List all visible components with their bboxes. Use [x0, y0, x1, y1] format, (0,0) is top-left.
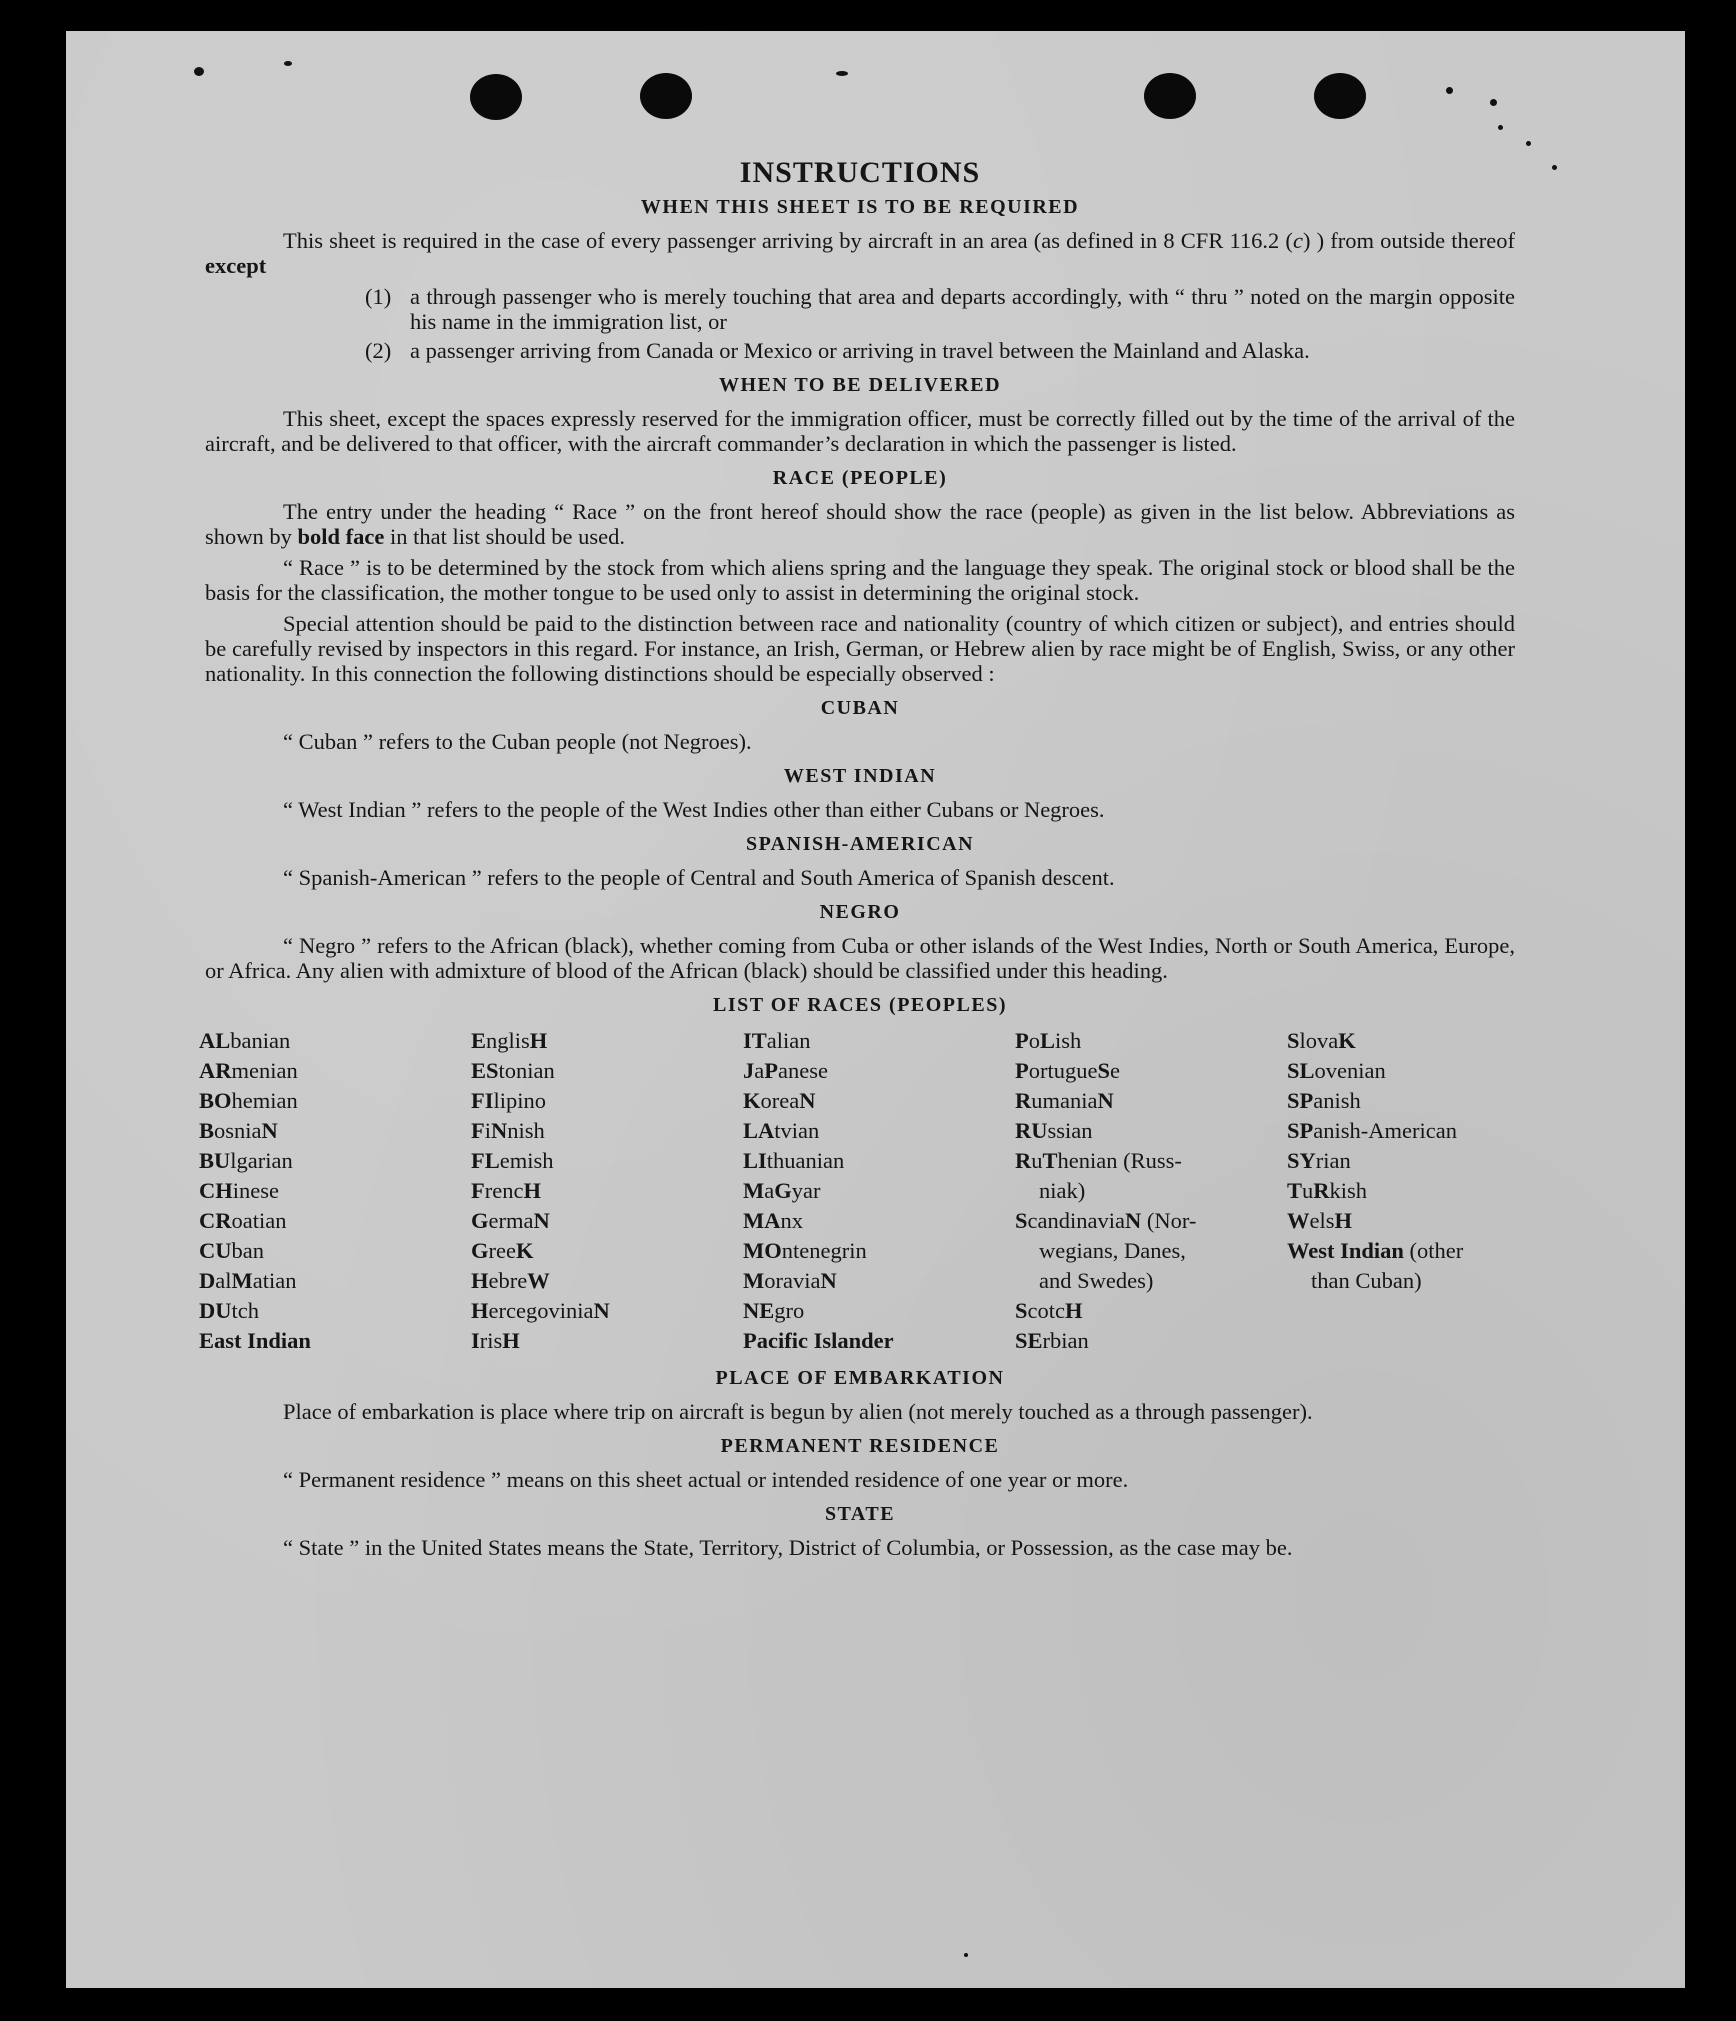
- spanish-american-text: “ Spanish-American ” refers to the people of Central and South America of Spanish descent.: [283, 865, 1115, 890]
- race-entry: ALbanian: [199, 1028, 291, 1053]
- race-column: [471, 1026, 743, 1356]
- race-entry: DUtch: [199, 1298, 259, 1323]
- punch-hole: [1144, 73, 1196, 119]
- race-entry: CRoatian: [199, 1208, 287, 1233]
- race-entry: MAnx: [743, 1208, 803, 1233]
- required-intro: This sheet is required in the case of every passenger arriving by aircraft in an area (as defined in 8 CFR 116.2 (c) ) from outside thereof except: [205, 228, 1515, 278]
- race-paragraph-2: “ Race ” is to be determined by the stock from which aliens spring and the language they speak. The original stock or blood shall be the basis for the classification, the mother tongue to be used only to assist in determining the original stock.: [205, 555, 1515, 605]
- race-entry: SPanish-American: [1287, 1118, 1457, 1143]
- race-entry: BosniaN: [199, 1118, 278, 1143]
- heading-cuban: CUBAN: [820, 697, 900, 719]
- race-entry: HebreW: [471, 1268, 550, 1293]
- state-text: “ State ” in the United States means the State, Territory, District of Columbia, or Possession, as the case may be.: [283, 1535, 1293, 1560]
- race-entry: FIlipino: [471, 1088, 547, 1113]
- race-entry: KoreaN: [743, 1088, 816, 1113]
- race-entry: ARmenian: [199, 1058, 298, 1083]
- race-entry: GreeK: [471, 1238, 534, 1263]
- exception-item-1: (1) a through passenger who is merely touching that area and departs accordingly, with “ thru ” noted on the margin opposite his name in the immigration list, or: [365, 284, 1515, 334]
- ink-speck: [1526, 141, 1531, 146]
- race-column: [743, 1026, 1015, 1356]
- race-list: [199, 1026, 1515, 1356]
- heading-when-delivered: WHEN TO BE DELIVERED: [718, 374, 1002, 396]
- ink-speck: [1490, 99, 1497, 106]
- race-entry: SErbian: [1015, 1328, 1089, 1353]
- race-entry: SLovenian: [1287, 1058, 1386, 1083]
- race-entry: WelsH: [1287, 1208, 1353, 1233]
- race-entry: wegians, Danes,: [1039, 1238, 1186, 1263]
- delivered-text: This sheet, except the spaces expressly reserved for the immigration officer, must be correctly filled out by the time of the arrival of the aircraft, and be delivered to that officer, with the aircraft commander’s declaration in which the passenger is listed.: [205, 406, 1515, 456]
- race-entry: RumaniaN: [1015, 1088, 1114, 1113]
- race-entry: SlovaK: [1287, 1028, 1356, 1053]
- race-entry: RUssian: [1015, 1118, 1093, 1143]
- ink-speck: [284, 61, 292, 66]
- race-entry: MOntenegrin: [743, 1238, 867, 1263]
- heading-negro: NEGRO: [819, 901, 901, 923]
- race-column: [199, 1026, 471, 1356]
- heading-permanent-residence: PERMANENT RESIDENCE: [720, 1435, 1000, 1457]
- race-entry: East Indian: [199, 1328, 311, 1353]
- embarkation-text: Place of embarkation is place where trip on aircraft is begun by alien (not merely touched as a through passenger).: [283, 1399, 1313, 1424]
- race-entry: and Swedes): [1039, 1268, 1154, 1293]
- race-entry: PoLish: [1015, 1028, 1082, 1053]
- race-column: [1287, 1026, 1559, 1356]
- race-entry: BOhemian: [199, 1088, 298, 1113]
- exception-item-2: (2) a passenger arriving from Canada or Mexico or arriving in travel between the Mainland and Alaska.: [365, 338, 1310, 363]
- race-entry: BUlgarian: [199, 1148, 293, 1173]
- race-entry: FiNnish: [471, 1118, 545, 1143]
- ink-speck: [1446, 87, 1453, 94]
- cuban-text: “ Cuban ” refers to the Cuban people (not Negroes).: [283, 729, 752, 754]
- race-column: [1015, 1026, 1287, 1356]
- west-indian-text: “ West Indian ” refers to the people of the West Indies other than either Cubans or Negroes.: [283, 797, 1105, 822]
- heading-state: STATE: [824, 1503, 896, 1525]
- ink-speck: [194, 67, 204, 76]
- race-entry: FrencH: [471, 1178, 541, 1203]
- race-entry: ScotcH: [1015, 1298, 1083, 1323]
- heading-spanish-american: SPANISH-AMERICAN: [745, 833, 975, 855]
- punch-hole: [470, 74, 522, 120]
- residence-text: “ Permanent residence ” means on this sheet actual or intended residence of one year or more.: [283, 1467, 1129, 1492]
- race-entry: NEgro: [743, 1298, 805, 1323]
- punch-hole: [1314, 73, 1366, 119]
- race-entry: MoraviaN: [743, 1268, 837, 1293]
- race-entry: ScandinaviaN (Nor-: [1015, 1208, 1197, 1233]
- ink-speck: [1498, 125, 1503, 130]
- race-entry: EStonian: [471, 1058, 555, 1083]
- race-entry: niak): [1039, 1178, 1086, 1203]
- race-entry: ITalian: [743, 1028, 811, 1053]
- heading-when-required: WHEN THIS SHEET IS TO BE REQUIRED: [640, 196, 1080, 218]
- race-paragraph-3: Special attention should be paid to the distinction between race and nationality (country of which citizen or subject), and entries should be carefully revised by inspectors in this regard. For instance, an Irish, German, or Hebrew alien by race might be of English, Swiss, or any other nationality. In this connection the following distinctions should be especially observed :: [205, 611, 1515, 686]
- race-paragraph-1: The entry under the heading “ Race ” on the front hereof should show the race (people) as given in the list below. Abbreviations as shown by bold face in that list should be used.: [205, 499, 1515, 549]
- page-title: INSTRUCTIONS: [739, 156, 981, 189]
- ink-speck: [964, 1953, 968, 1957]
- race-entry: CUban: [199, 1238, 264, 1263]
- heading-race: RACE (PEOPLE): [772, 467, 948, 489]
- race-entry: FLemish: [471, 1148, 554, 1173]
- heading-list-of-races: LIST OF RACES (PEOPLES): [712, 994, 1007, 1016]
- ink-speck: [836, 71, 848, 76]
- race-entry: MaGyar: [743, 1178, 821, 1203]
- race-entry: TuRkish: [1287, 1178, 1368, 1203]
- race-entry: EnglisH: [471, 1028, 548, 1053]
- ink-speck: [1552, 165, 1557, 170]
- race-entry: RuThenian (Russ-: [1015, 1148, 1182, 1173]
- race-entry: GermaN: [471, 1208, 550, 1233]
- race-entry: JaPanese: [743, 1058, 828, 1083]
- race-entry: DalMatian: [199, 1268, 297, 1293]
- race-entry: IrisH: [471, 1328, 520, 1353]
- race-entry: LAtvian: [743, 1118, 820, 1143]
- race-entry: HercegoviniaN: [471, 1298, 610, 1323]
- race-entry: SYrian: [1287, 1148, 1351, 1173]
- race-entry: LIthuanian: [743, 1148, 845, 1173]
- punch-hole: [640, 73, 692, 119]
- instructions-content: [199, 156, 1515, 1566]
- race-entry: West Indian (other: [1287, 1238, 1464, 1263]
- negro-text: “ Negro ” refers to the African (black), whether coming from Cuba or other islands of the West Indies, North or South America, Europe, or Africa. Any alien with admixture of blood of the African (black) should be classified under this heading.: [205, 933, 1515, 983]
- race-entry: SPanish: [1287, 1088, 1361, 1113]
- race-entry: Pacific Islander: [743, 1328, 894, 1353]
- race-entry: than Cuban): [1311, 1268, 1422, 1293]
- heading-embarkation: PLACE OF EMBARKATION: [715, 1367, 1005, 1389]
- race-entry: PortugueSe: [1015, 1058, 1120, 1083]
- heading-west-indian: WEST INDIAN: [783, 765, 937, 787]
- race-entry: CHinese: [199, 1178, 279, 1203]
